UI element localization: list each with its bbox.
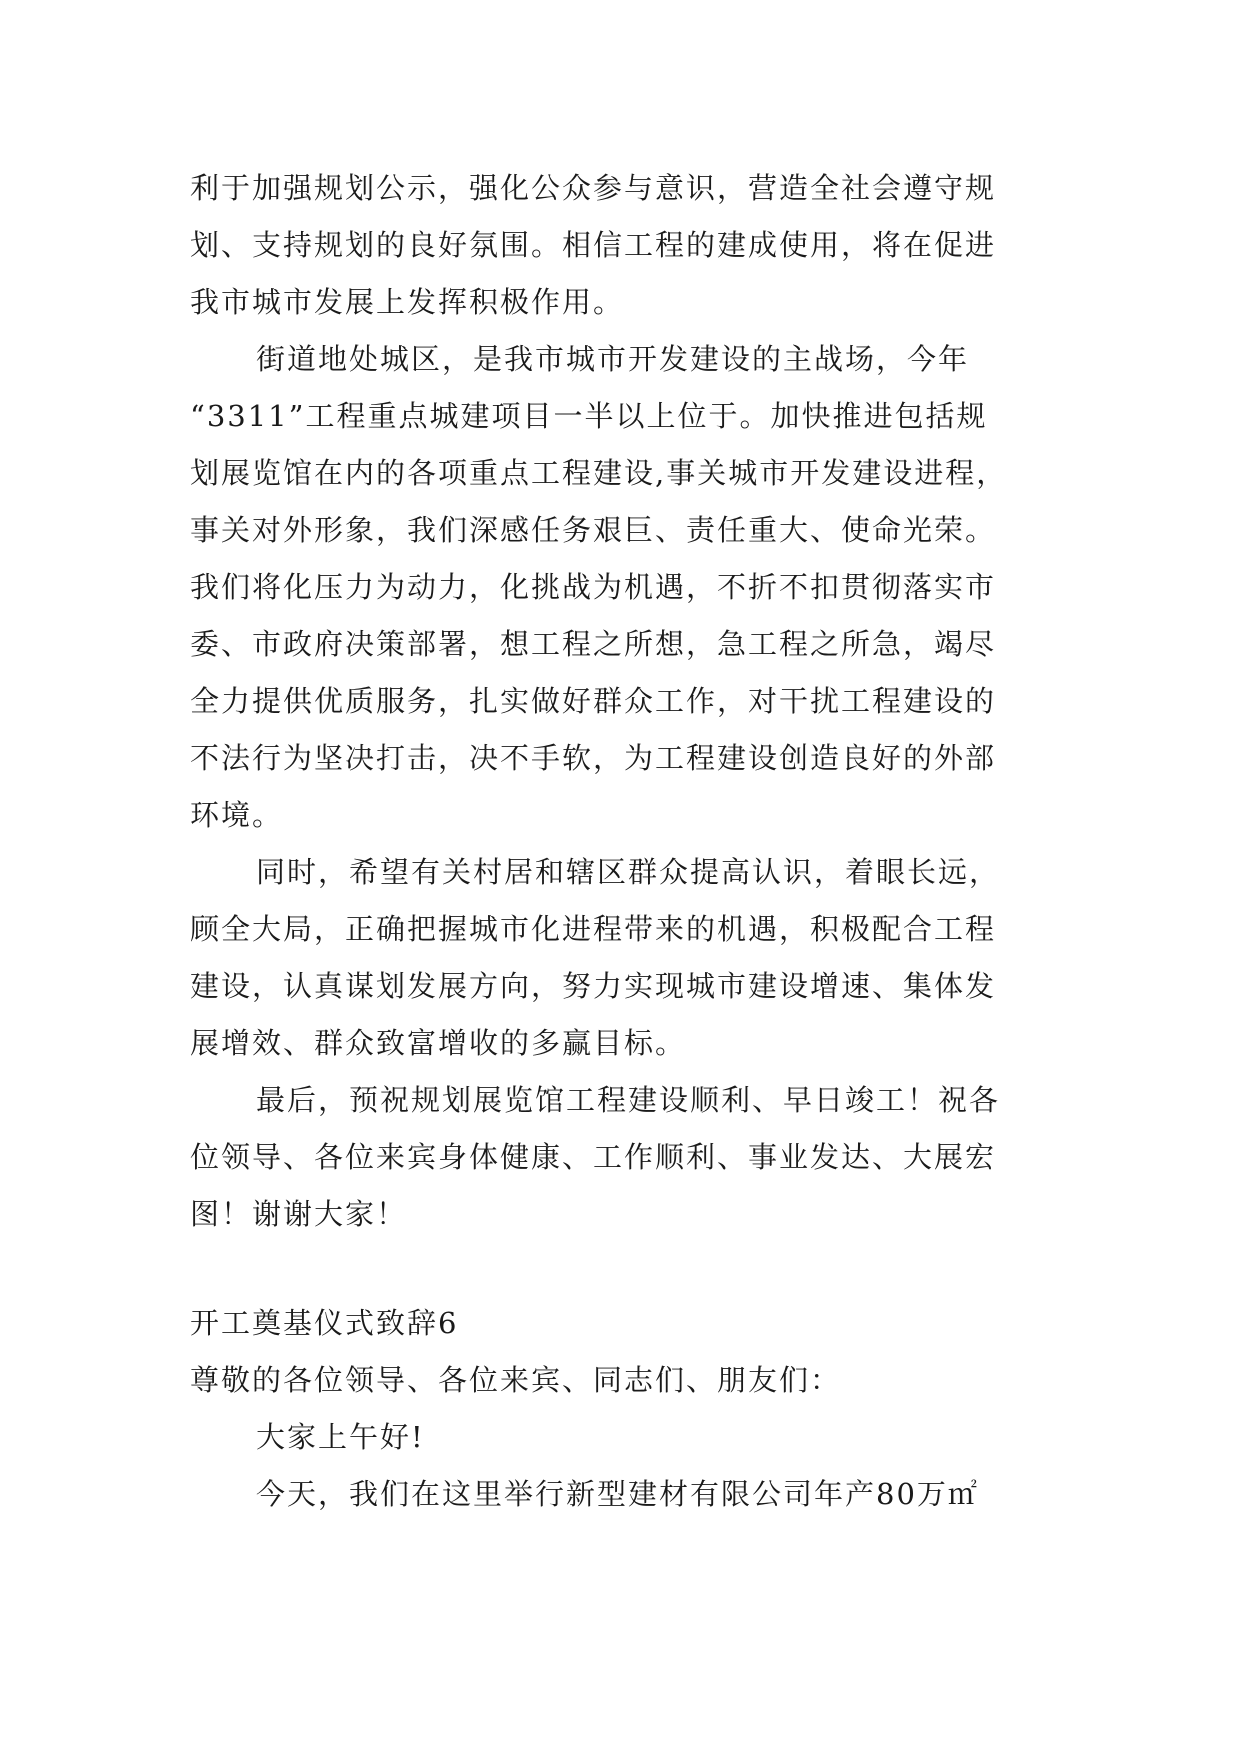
salutation: 尊敬的各位领导、各位来宾、同志们、朋友们： — [190, 1363, 842, 1397]
body-text-line: 我们将化压力为动力，化挑战为机遇，不折不扣贯彻落实市 — [190, 570, 997, 604]
body-text-line: 事关对外形象，我们深感任务艰巨、责任重大、使命光荣。 — [190, 513, 997, 547]
body-text-line: 利于加强规划公示，强化公众参与意识，营造全社会遵守规 — [190, 171, 997, 205]
body-text-line: 委、市政府决策部署，想工程之所想，急工程之所急，竭尽 — [190, 627, 997, 661]
body-text-line: 展增效、群众致富增收的多赢目标。 — [190, 1026, 687, 1060]
body-text-line: 顾全大局，正确把握城市化进程带来的机遇，积极配合工程 — [190, 912, 997, 946]
body-text-line: 不法行为坚决打击，决不手软，为工程建设创造良好的外部 — [190, 741, 997, 775]
body-text-line: 全力提供优质服务，扎实做好群众工作，对干扰工程建设的 — [190, 684, 997, 718]
section-title: 开工奠基仪式致辞6 — [190, 1306, 459, 1340]
body-text-line: 建设，认真谋划发展方向，努力实现城市建设增速、集体发 — [190, 969, 997, 1003]
body-text-line: 我市城市发展上发挥积极作用。 — [190, 285, 625, 319]
body-text-line: 位领导、各位来宾身体健康、工作顺利、事业发达、大展宏 — [190, 1140, 997, 1174]
body-text-line: 划、支持规划的良好氛围。相信工程的建成使用，将在促进 — [190, 228, 997, 262]
body-text-line: 图！谢谢大家！ — [190, 1197, 408, 1231]
paragraph-first-line: 街道地处城区，是我市城市开发建设的主战场，今年 — [256, 342, 970, 376]
paragraph-first-line: 同时，希望有关村居和辖区群众提高认识，着眼长远， — [256, 855, 1001, 889]
body-text-line: 环境。 — [190, 798, 284, 832]
greeting: 大家上午好! — [256, 1420, 425, 1454]
body-text-line: 划展览馆在内的各项重点工程建设,事关城市开发建设进程， — [190, 456, 1008, 490]
paragraph-first-line: 今天，我们在这里举行新型建材有限公司年产80万㎡ — [256, 1477, 979, 1511]
paragraph-first-line: 最后，预祝规划展览馆工程建设顺利、早日竣工！祝各 — [256, 1083, 1001, 1117]
body-text-line: “3311”工程重点城建项目一半以上位于。加快推进包括规 — [190, 399, 988, 433]
